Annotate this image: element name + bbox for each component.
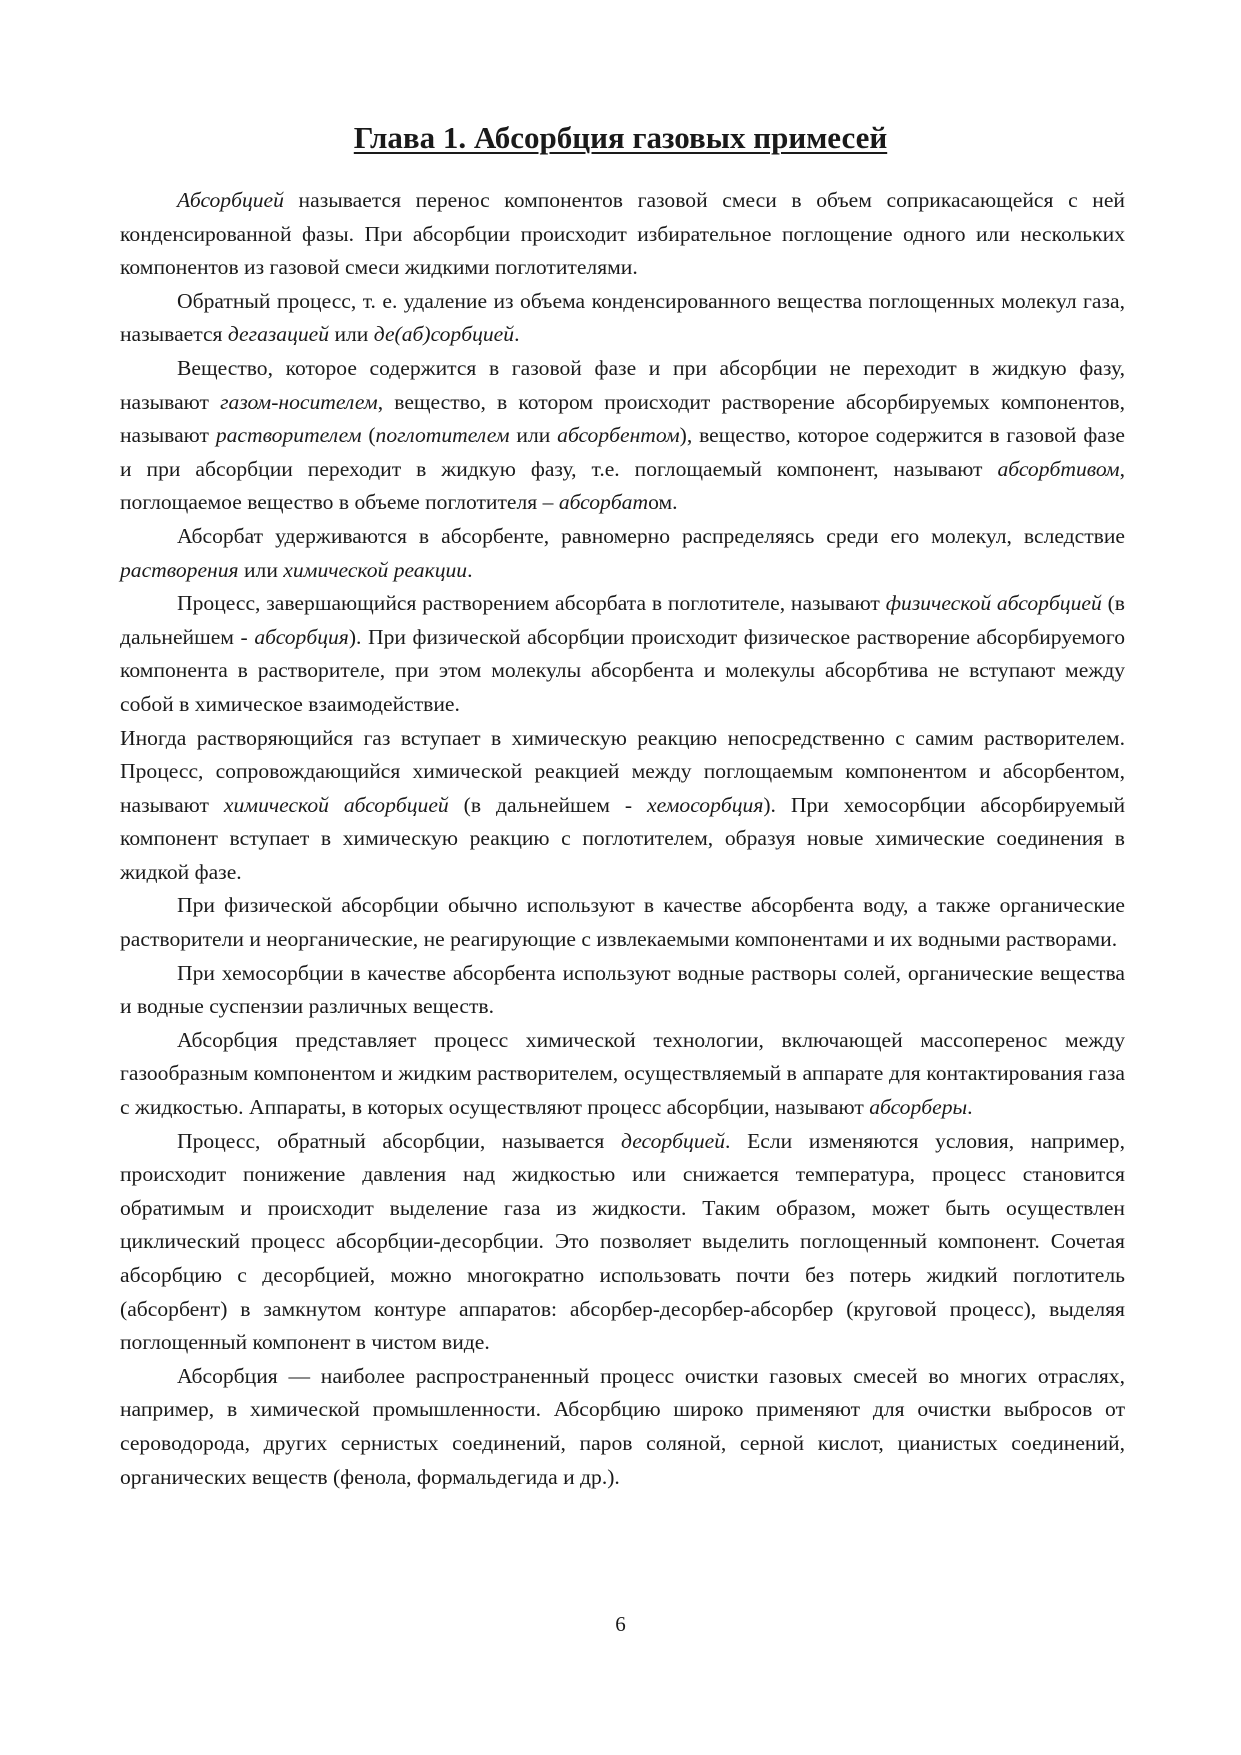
text-run: Абсорбция — наиболее распространенный процесс очистки газовых смесей во многих отраслях, например, в химической промышленности. Абсорбцию широко применяют для очистки выбросов от сероводорода, других сернистых соединений, паров соляной, серной кислот, цианистых соединений, органических веществ (фенола, формальдегида и др.). bbox=[120, 1363, 1125, 1489]
italic-term: Абсорбцией bbox=[177, 188, 284, 212]
text-run: ( bbox=[361, 423, 376, 448]
text-run: ). При физической абсорбции происходит физическое растворение абсорбируемого компонента в растворителе, при этом молекулы абсорбента и молекулы абсорбтива не вступают между собой в химическое взаимодействие. bbox=[120, 624, 1125, 716]
text-run: (в дальнейшем - bbox=[448, 792, 648, 817]
text-run: или bbox=[509, 423, 558, 448]
paragraph bbox=[120, 184, 1125, 285]
italic-term: физической абсорбцией bbox=[885, 591, 1102, 616]
text-run: Иногда растворяющийся газ вступает в химическую реакцию непосредственно с самим растворителем. Процесс, сопровождающийся химической реакцией между поглощаемым компонентом и абсорбентом, называют bbox=[120, 725, 1125, 817]
text-run: ), вещество, которое содержится в газовой фазе и при абсорбции переходит в жидкую фазу, т.е. поглощаемый компонент, называют bbox=[120, 423, 1126, 481]
text-run: , вещество, в котором происходит растворение абсорбируемых компонентов, называют bbox=[120, 389, 1125, 448]
italic-term: абсорбтивом bbox=[997, 456, 1120, 481]
text-run: Абсорбция представляет процесс химической технологии, включающей массоперенос между газообразным компонентом и жидким растворителем, осуществляемый в аппарате для контактирования газа с жидкостью. Аппараты, в которых осуществляют процесс абсорбции, называют bbox=[120, 1027, 1125, 1120]
page-number: 6 bbox=[615, 1612, 626, 1636]
italic-term: газом-носителем bbox=[220, 389, 378, 414]
text-run: Абсорбат удерживаются в абсорбенте, равномерно распределяясь среди его молекул, вследствие bbox=[177, 523, 1125, 548]
text-run: (в дальнейшем - bbox=[120, 591, 1125, 649]
text-run: . bbox=[967, 1095, 973, 1120]
text-run: Процесс, завершающийся растворением абсорбата в поглотителе, называют bbox=[177, 591, 886, 616]
paragraph bbox=[120, 1024, 1125, 1125]
italic-term: растворения bbox=[120, 557, 239, 582]
italic-term: абсорбат bbox=[558, 490, 649, 515]
paragraph bbox=[120, 722, 1125, 890]
text-run: ). При хемосорбции абсорбируемый компонент вступает в химическую реакцию с поглотителем, образуя новые химические соединения в жидкой фазе. bbox=[120, 792, 1126, 884]
italic-term: абсорбция bbox=[254, 624, 349, 649]
italic-term: поглотителем bbox=[375, 423, 510, 448]
paragraph bbox=[120, 1125, 1125, 1360]
text-run: При физической абсорбции обычно используют в качестве абсорбента воду, а также органические растворители и неорганические, не реагирующие с извлекаемыми компонентами и их водными растворами. bbox=[120, 893, 1125, 952]
italic-term: растворителем bbox=[215, 423, 362, 448]
text-run: или bbox=[238, 557, 284, 582]
paragraph bbox=[120, 520, 1125, 587]
text-run: называется перенос компонентов газовой смеси в объем соприкасающейся с ней конденсированной фазы. При абсорбции происходит избирательное поглощение одного или нескольких компонентов из газовой смеси жидкими поглотителями. bbox=[120, 188, 1125, 280]
italic-term: химической реакции bbox=[283, 557, 468, 582]
text-run: ом. bbox=[648, 490, 678, 515]
text-run: Обратный процесс, т. е. удаление из объема конденсированного вещества поглощенных молекул газа, называется bbox=[120, 288, 1125, 347]
paragraph bbox=[120, 352, 1125, 520]
text-run: При хемосорбции в качестве абсорбента используют водные растворы солей, органические вещества и водные суспензии различных веществ. bbox=[120, 960, 1125, 1019]
italic-term: хемосорбция bbox=[647, 792, 764, 817]
italic-term: химической абсорбцией bbox=[223, 792, 449, 817]
italic-term: абсорбентом bbox=[557, 423, 680, 448]
text-run: , поглощаемое вещество в объеме поглотителя – bbox=[120, 456, 1125, 515]
paragraph bbox=[120, 587, 1125, 721]
chapter-title: Глава 1. Абсорбция газовых примесей bbox=[353, 120, 888, 155]
italic-term: дегазацией bbox=[227, 322, 330, 347]
paragraph bbox=[120, 889, 1125, 956]
paragraph bbox=[120, 957, 1125, 1024]
text-run: Процесс, обратный абсорбции, называется bbox=[177, 1128, 622, 1153]
text-run: Вещество, которое содержится в газовой фазе и при абсорбции не переходит в жидкую фазу, называют bbox=[120, 355, 1125, 414]
text-run: или bbox=[329, 322, 374, 347]
chapter-body bbox=[120, 184, 1125, 1494]
text-run: . bbox=[514, 322, 520, 347]
italic-term: абсорберы bbox=[869, 1095, 968, 1120]
text-run: . Если изменяются условия, например, происходит понижение давления над жидкостью или снижается температура, процесс становится обратимым и происходит выделение газа из жидкости. Таким образом, может быть осуществлен циклический процесс абсорбции-десорбции. Это позволяет выделить поглощенный компонент. Сочетая абсорбцию с десорбцией, можно многократно использовать почти без потерь жидкий поглотитель (абсорбент) в замкнутом контуре аппаратов: абсорбер-десорбер-абсорбер (круговой процесс), выделяя поглощенный компонент в чистом виде. bbox=[120, 1128, 1125, 1355]
paragraph bbox=[120, 1360, 1125, 1494]
italic-term: десорбцией bbox=[621, 1128, 725, 1153]
italic-term: де(аб)сорбцией bbox=[373, 322, 515, 347]
text-run: . bbox=[467, 557, 473, 582]
paragraph bbox=[120, 285, 1125, 352]
